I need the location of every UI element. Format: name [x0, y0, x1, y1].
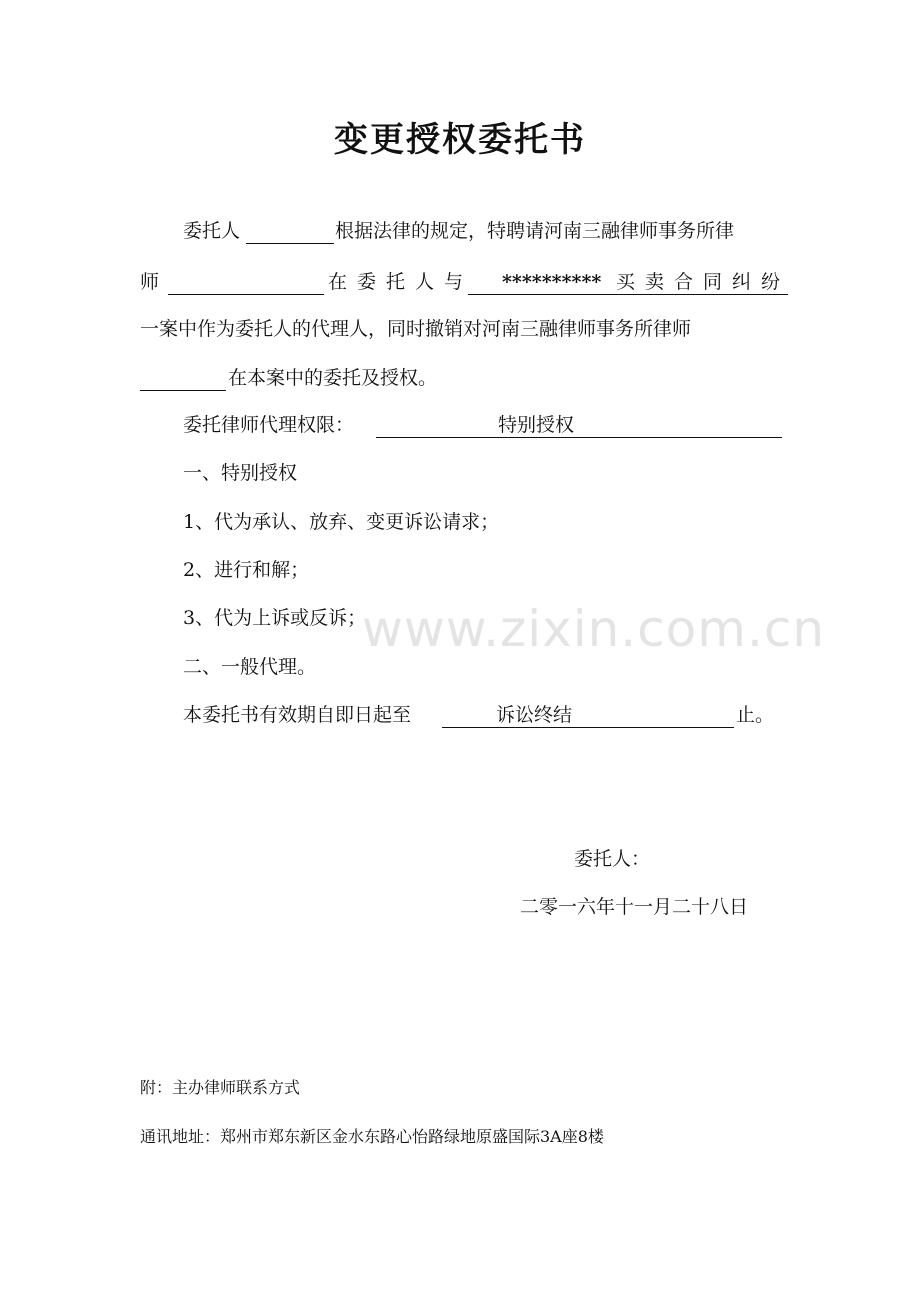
validity-line [140, 699, 800, 731]
document-title: 变更授权委托书 [334, 120, 586, 160]
validity-value: 诉讼终结 [496, 704, 573, 726]
principal-name-blank [246, 215, 334, 244]
signature-date: 二零一六年十一月二十八日 [520, 896, 749, 918]
authority-value: 特别授权 [498, 414, 575, 436]
authority-label: 委托律师代理权限： [183, 414, 355, 436]
between-text: 在委托人与 [328, 271, 474, 293]
validity-suffix: 止。 [736, 704, 775, 726]
revoked-lawyer-blank [140, 362, 226, 391]
contact-address: 通讯地址：郑州市郑东新区金水东路心怡路绿地原盛国际3A座8楼 [140, 1127, 604, 1146]
paragraph-line-2 [140, 266, 800, 298]
paragraph-line-4-text: 在本案中的委托及授权。 [228, 367, 438, 389]
validity-blank [442, 699, 734, 728]
authority-item: 1、代为承认、放弃、变更诉讼请求； [183, 511, 500, 533]
attachment-label: 附：主办律师联系方式 [140, 1078, 301, 1097]
site-watermark: www.zixin.com.cn [362, 600, 826, 658]
entrust-suffix: 根据法律的规定，特聘请河南三融律师事务所律 [335, 220, 735, 242]
signature-label: 委托人： [574, 848, 651, 870]
case-type: 买卖合同纠纷 [616, 271, 791, 293]
authority-line [140, 409, 800, 441]
authority-item: 一、特别授权 [183, 462, 298, 484]
case-name-blank [468, 266, 791, 295]
authority-item: 2、进行和解； [183, 559, 310, 581]
paragraph-line-4 [140, 362, 540, 394]
paragraph-line-3-text: 一案中作为委托人的代理人，同时撤销对河南三融律师事务所律师 [140, 318, 692, 340]
authority-item: 3、代为上诉或反诉； [183, 607, 367, 629]
authority-item: 二、一般代理。 [183, 656, 317, 678]
entrust-prefix: 委托人 [183, 220, 241, 242]
paragraph-line-1 [140, 215, 800, 247]
authority-blank [376, 409, 782, 438]
case-party: ********** [502, 271, 602, 293]
validity-prefix: 本委托书有效期自即日起至 [183, 704, 412, 726]
new-lawyer-blank [168, 266, 324, 295]
lawyer-prefix: 师 [140, 271, 160, 293]
